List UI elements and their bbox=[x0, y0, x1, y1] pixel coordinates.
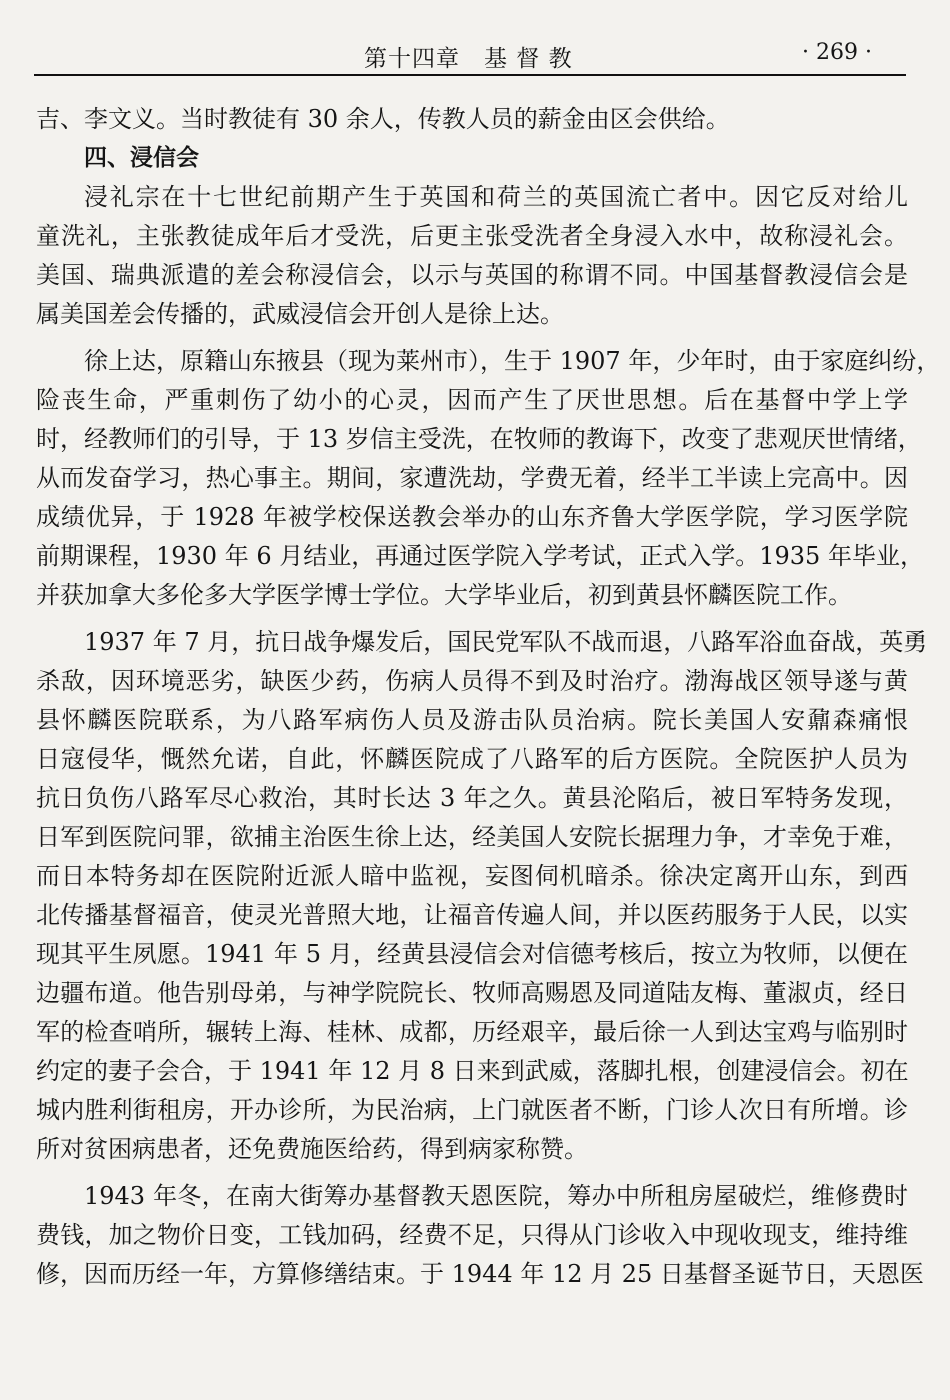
text-line: 并获加拿大多伦多大学医学博士学位。大学毕业后，初到黄县怀麟医院工作。 bbox=[36, 581, 852, 609]
paragraph bbox=[36, 623, 928, 1169]
header-rule bbox=[34, 74, 906, 76]
text-line: 所对贫困病患者，还免费施医给药，得到病家称赞。 bbox=[36, 1135, 588, 1163]
text-line: 美国、瑞典派遣的差会称浸信会，以示与英国的称谓不同。中国基督教浸信会是 bbox=[36, 261, 908, 289]
text-line: 日军到医院问罪，欲捕主治医生徐上达，经美国人安院长据理力争，才幸免于难， bbox=[36, 823, 908, 851]
body-text bbox=[36, 100, 941, 1294]
text-line: 时，经教师们的引导，于 13 岁信主受洗，在牧师的教诲下，改变了悲观厌世情绪， bbox=[36, 425, 922, 453]
paragraph bbox=[36, 342, 941, 615]
text-line: 日寇侵华，慨然允诺，自此，怀麟医院成了八路军的后方医院。全院医护人员为 bbox=[36, 745, 908, 773]
text-line: 县怀麟医院联系，为八路军病伤人员及游击队员治病。院长美国人安鼐森痛恨 bbox=[36, 706, 908, 734]
page-header bbox=[34, 36, 906, 76]
section-heading: 四、浸信会 bbox=[84, 145, 199, 171]
text-line: 城内胜利街租房，开办诊所，为民治病，上门就医者不断，门诊人次日有所增。诊 bbox=[36, 1096, 908, 1124]
text-line: 浸礼宗在十七世纪前期产生于英国和荷兰的英国流亡者中。因它反对给儿 bbox=[84, 183, 908, 211]
text-line: 吉、李文义。当时教徒有 30 余人，传教人员的薪金由区会供给。 bbox=[36, 105, 730, 133]
chapter-title: 第十四章 基 督 教 bbox=[364, 46, 573, 72]
text-line: 费钱，加之物价日变，工钱加码，经费不足，只得从门诊收入中现收现支，维持维 bbox=[36, 1221, 908, 1249]
text-line: 1937 年 7 月，抗日战争爆发后，国民党军队不战而退，八路军浴血奋战，英勇 bbox=[84, 628, 928, 656]
text-line: 童洗礼，主张教徒成年后才受洗，后更主张受洗者全身浸入水中，故称浸礼会。 bbox=[36, 222, 908, 250]
text-line: 军的检查哨所，辗转上海、桂林、成都，历经艰辛，最后徐一人到达宝鸡与临别时 bbox=[36, 1018, 908, 1046]
paragraph bbox=[36, 178, 908, 334]
paragraph bbox=[36, 1177, 924, 1294]
text-line: 约定的妻子会合，于 1941 年 12 月 8 日来到武威，落脚扎根，创建浸信会。初在 bbox=[36, 1057, 909, 1085]
text-line: 而日本特务却在医院附近派人暗中监视，妄图伺机暗杀。徐决定离开山东，到西 bbox=[36, 862, 908, 890]
text-line: 从而发奋学习，热心事主。期间，家遭洗劫，学费无着，经半工半读上完高中。因 bbox=[36, 464, 908, 492]
text-line: 杀敌，因环境恶劣，缺医少药，伤病人员得不到及时治疗。渤海战区领导遂与黄 bbox=[36, 667, 908, 695]
text-line: 徐上达，原籍山东掖县（现为莱州市），生于 1907 年，少年时，由于家庭纠纷， bbox=[84, 347, 941, 375]
page-number: · 269 · bbox=[802, 40, 872, 65]
text-line: 修，因而历经一年，方算修缮结束。于 1944 年 12 月 25 日基督圣诞节日，天恩医 bbox=[36, 1260, 924, 1288]
text-line: 现其平生夙愿。1941 年 5 月，经黄县浸信会对信德考核后，按立为牧师，以便在 bbox=[36, 940, 908, 968]
text-line: 北传播基督福音，使灵光普照大地，让福音传遍人间，并以医药服务于人民，以实 bbox=[36, 901, 908, 929]
text-line: 1943 年冬，在南大街筹办基督教天恩医院，筹办中所租房屋破烂，维修费时 bbox=[84, 1182, 908, 1210]
text-line: 属美国差会传播的，武威浸信会开创人是徐上达。 bbox=[36, 300, 564, 328]
text-line: 成绩优异，于 1928 年被学校保送教会举办的山东齐鲁大学医学院，学习医学院 bbox=[36, 503, 908, 531]
text-line: 抗日负伤八路军尽心救治，其时长达 3 年之久。黄县沦陷后，被日军特务发现， bbox=[36, 784, 908, 812]
text-line: 险丧生命，严重刺伤了幼小的心灵，因而产生了厌世思想。后在基督中学上学 bbox=[36, 386, 908, 414]
text-line: 边疆布道。他告别母弟，与神学院院长、牧师高赐恩及同道陆友梅、董淑贞，经日 bbox=[36, 979, 908, 1007]
text-line: 前期课程，1930 年 6 月结业，再通过医学院入学考试，正式入学。1935 年毕业， bbox=[36, 542, 924, 570]
